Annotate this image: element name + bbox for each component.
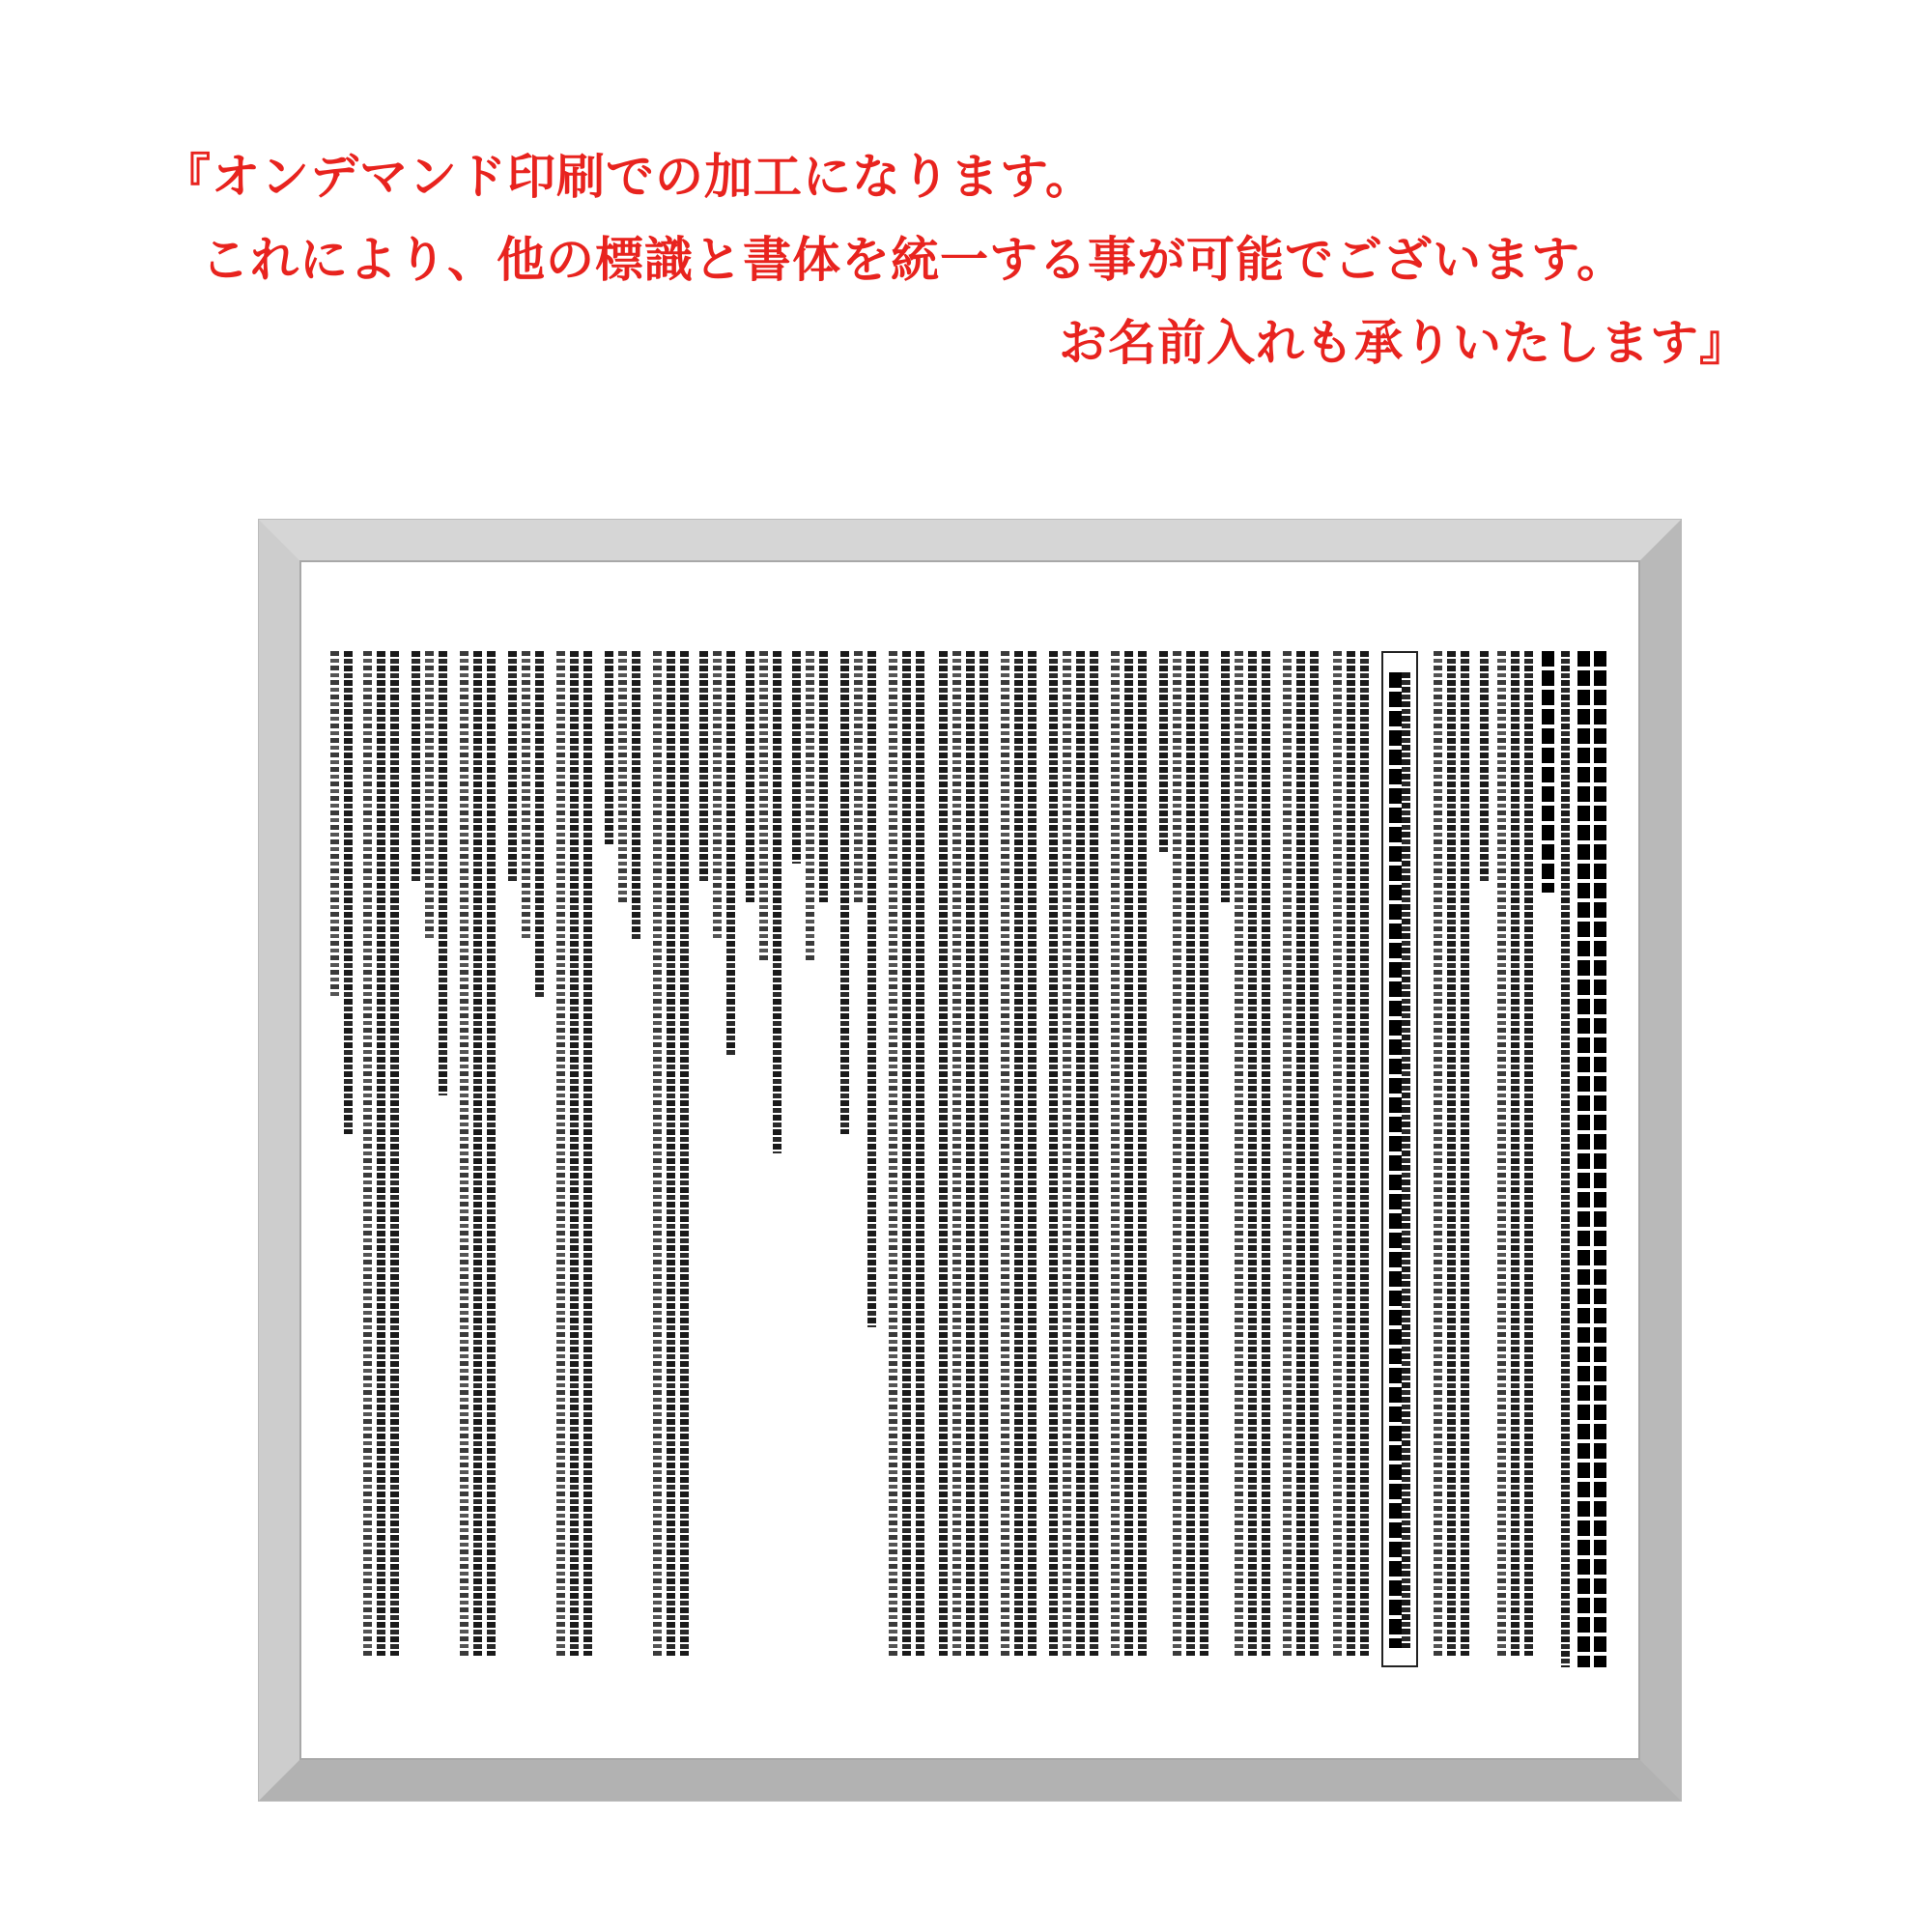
- document-text-column: [867, 651, 876, 1327]
- document-text-column: [1524, 651, 1533, 1656]
- document-text-column: [583, 651, 592, 1656]
- document-text-column: [1111, 651, 1120, 1656]
- document-text-column: [889, 651, 897, 1656]
- document-text-column: [726, 651, 735, 1057]
- document-text-column: [412, 651, 420, 883]
- document-text-column: [1200, 651, 1208, 1656]
- document-text-column: [1124, 651, 1133, 1656]
- document-text-column: [377, 651, 385, 1656]
- document-text-column: [1561, 651, 1570, 1667]
- document-text-column: [1186, 651, 1195, 1656]
- document-text-column: [1511, 651, 1520, 1656]
- document-text-column: [1173, 651, 1181, 1656]
- document-heading-column: [1542, 651, 1554, 893]
- document-text-column: [1333, 651, 1342, 1656]
- document-text-column: [632, 651, 640, 941]
- document-text-column: [535, 651, 544, 999]
- document-text-column: [425, 651, 434, 941]
- document-text-column: [1014, 651, 1023, 1656]
- sign-frame: [259, 520, 1681, 1801]
- document-text-column: [460, 651, 469, 1656]
- document-text-column: [952, 651, 961, 1656]
- document-text-column: [939, 651, 948, 1656]
- document-text-column: [1360, 651, 1369, 1656]
- document-text-column: [653, 651, 662, 1656]
- document-text-column: [792, 651, 801, 864]
- document-text-column: [1310, 651, 1319, 1656]
- document-text-column: [854, 651, 863, 902]
- framed-document: [301, 562, 1638, 1758]
- document-text-column: [1447, 651, 1456, 1656]
- document-text-column: [1497, 651, 1506, 1656]
- document-text-column: [1090, 651, 1098, 1656]
- document-text-column: [1262, 651, 1270, 1656]
- document-text-column: [473, 651, 482, 1656]
- document-text-column: [680, 651, 689, 1656]
- document-text-column: [1049, 651, 1058, 1656]
- document-text-column: [773, 651, 781, 1153]
- document-text-column: [363, 651, 372, 1656]
- document-text-column: [819, 651, 828, 902]
- document-heading-column: [1577, 651, 1590, 1667]
- document-text-column: [1221, 651, 1230, 902]
- document-text-column: [667, 651, 675, 1656]
- document-text-column: [1402, 672, 1410, 1648]
- document-text-column: [1461, 651, 1469, 1656]
- document-text-column: [713, 651, 722, 941]
- document-text-column: [605, 651, 613, 844]
- document-text-column: [746, 651, 754, 902]
- document-text-column: [1480, 651, 1489, 883]
- document-text-column: [1001, 651, 1009, 1656]
- document-text-column: [966, 651, 975, 1656]
- document-text-column: [1296, 651, 1305, 1656]
- document-text-column: [840, 651, 849, 1134]
- document-text-column: [916, 651, 924, 1656]
- document-text-column: [439, 651, 447, 1095]
- document-text-column: [1235, 651, 1243, 1656]
- document-text-column: [344, 651, 353, 1134]
- document-text-column: [1283, 651, 1292, 1656]
- document-text-column: [570, 651, 579, 1656]
- document-text-column: [390, 651, 399, 1656]
- document-text-column: [759, 651, 768, 960]
- document-text-column: [980, 651, 988, 1656]
- document-text-column: [806, 651, 814, 960]
- document-text-column: [1076, 651, 1085, 1656]
- document-text-column: [902, 651, 911, 1656]
- document-text-column: [1248, 651, 1257, 1656]
- document-text-column: [522, 651, 530, 941]
- document-fee-table-box: [1381, 651, 1418, 1667]
- document-text-column: [1028, 651, 1037, 1656]
- document-text-column: [1389, 672, 1402, 1648]
- caption-line-1: 『オンデマンド印刷での加工になります。: [162, 149, 1094, 205]
- caption-line-2: これにより、他の標識と書体を統一する事が可能でございます。: [201, 232, 1626, 288]
- document-text-column: [556, 651, 565, 1656]
- document-text-column: [508, 651, 517, 883]
- document-text-column: [1138, 651, 1147, 1656]
- document-text-column: [487, 651, 496, 1656]
- document-text-column: [1063, 651, 1071, 1656]
- document-text-column: [1434, 651, 1442, 1656]
- document-text-column: [699, 651, 708, 883]
- document-text-column: [1347, 651, 1355, 1656]
- caption-line-3: お名前入れも承りいたします』: [1059, 315, 1748, 371]
- document-heading-column: [1594, 651, 1606, 1667]
- document-text-column: [330, 651, 339, 999]
- document-text-column: [618, 651, 627, 902]
- document-text-column: [1159, 651, 1168, 854]
